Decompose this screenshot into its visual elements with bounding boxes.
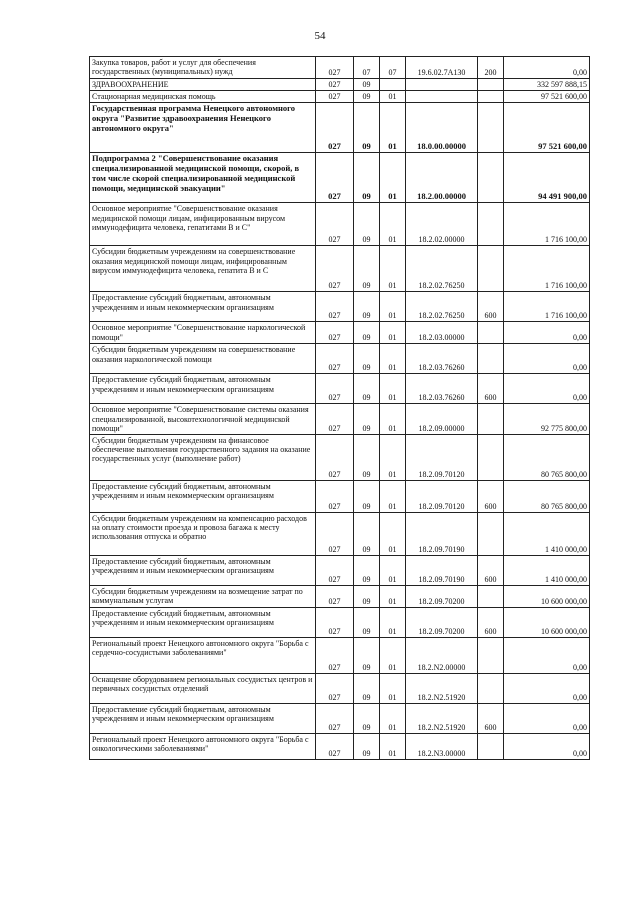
cell-amount: 1 716 100,00 — [504, 246, 590, 292]
cell-section: 09 — [354, 79, 380, 91]
cell-name: Основное мероприятие "Совершенствование оказания медицинской помощи лицам, инфицированным вирусом иммунодефицита человека, гепатитами В и С" — [90, 203, 316, 246]
cell-subsection: 01 — [380, 703, 406, 733]
cell-section: 09 — [354, 91, 380, 103]
cell-target — [406, 91, 478, 103]
cell-subsection: 01 — [380, 512, 406, 555]
cell-target: 18.2.00.00000 — [406, 153, 478, 203]
budget-table-body — [90, 57, 590, 760]
cell-section: 09 — [354, 404, 380, 435]
cell-type — [478, 322, 504, 344]
cell-amount: 1 716 100,00 — [504, 203, 590, 246]
cell-section: 09 — [354, 103, 380, 153]
cell-type — [478, 203, 504, 246]
cell-section: 09 — [354, 555, 380, 585]
cell-target: 18.2.09.70190 — [406, 512, 478, 555]
table-row — [90, 733, 590, 759]
cell-admin: 027 — [316, 733, 354, 759]
cell-amount: 1 410 000,00 — [504, 555, 590, 585]
cell-admin: 027 — [316, 79, 354, 91]
cell-name: Государственная программа Ненецкого автономного округа "Развитие здравоохранения Ненецкого автономного округа" — [90, 103, 316, 153]
cell-section: 09 — [354, 153, 380, 203]
table-row — [90, 344, 590, 374]
table-row — [90, 91, 590, 103]
table-row — [90, 703, 590, 733]
cell-admin: 027 — [316, 512, 354, 555]
cell-name: Подпрограмма 2 "Совершенствование оказания специализированной медицинской помощи, скорой, в том числе скорой специализированной медицинской помощи, медицинской эвакуации" — [90, 153, 316, 203]
cell-amount: 97 521 600,00 — [504, 103, 590, 153]
cell-admin: 027 — [316, 344, 354, 374]
cell-admin: 027 — [316, 153, 354, 203]
cell-target: 18.2.02.76250 — [406, 246, 478, 292]
table-row — [90, 153, 590, 203]
cell-target: 18.2.03.76260 — [406, 344, 478, 374]
cell-name: Субсидии бюджетным учреждениям на совершенствование оказания наркологической помощи — [90, 344, 316, 374]
cell-name: Основное мероприятие "Совершенствование системы оказания специализированной, высокотехнологичной медицинской помощи" — [90, 404, 316, 435]
cell-name: Предоставление субсидий бюджетным, автономным учреждениям и иным некоммерческим организациям — [90, 703, 316, 733]
cell-target: 19.6.02.7А130 — [406, 57, 478, 79]
budget-table — [89, 56, 590, 760]
cell-subsection: 01 — [380, 480, 406, 512]
cell-target: 18.2.02.00000 — [406, 203, 478, 246]
cell-type — [478, 404, 504, 435]
table-row — [90, 79, 590, 91]
cell-section: 09 — [354, 637, 380, 673]
cell-amount: 0,00 — [504, 344, 590, 374]
cell-section: 09 — [354, 203, 380, 246]
cell-admin: 027 — [316, 703, 354, 733]
cell-target: 18.2.09.00000 — [406, 404, 478, 435]
cell-section: 09 — [354, 344, 380, 374]
cell-section: 09 — [354, 733, 380, 759]
cell-amount: 10 600 000,00 — [504, 607, 590, 637]
cell-subsection: 01 — [380, 103, 406, 153]
cell-target: 18.2.N3.00000 — [406, 733, 478, 759]
cell-subsection: 01 — [380, 607, 406, 637]
cell-section: 07 — [354, 57, 380, 79]
cell-admin: 027 — [316, 637, 354, 673]
cell-name: ЗДРАВООХРАНЕНИЕ — [90, 79, 316, 91]
table-row — [90, 480, 590, 512]
cell-amount: 94 491 900,00 — [504, 153, 590, 203]
cell-admin: 027 — [316, 246, 354, 292]
cell-target: 18.2.09.70120 — [406, 434, 478, 480]
cell-target: 18.2.09.70120 — [406, 480, 478, 512]
cell-name: Региональный проект Ненецкого автономного округа "Борьба с сердечно-сосудистыми заболеваниями" — [90, 637, 316, 673]
cell-amount: 0,00 — [504, 322, 590, 344]
cell-admin: 027 — [316, 322, 354, 344]
table-row — [90, 434, 590, 480]
cell-type: 600 — [478, 374, 504, 404]
cell-section: 09 — [354, 292, 380, 322]
cell-subsection: 01 — [380, 555, 406, 585]
page-number: 54 — [314, 30, 326, 42]
cell-name: Основное мероприятие "Совершенствование наркологической помощи" — [90, 322, 316, 344]
cell-type: 200 — [478, 57, 504, 79]
cell-subsection: 01 — [380, 292, 406, 322]
cell-section: 09 — [354, 673, 380, 703]
cell-admin: 027 — [316, 57, 354, 79]
cell-type — [478, 733, 504, 759]
cell-amount: 10 600 000,00 — [504, 585, 590, 607]
cell-type — [478, 637, 504, 673]
table-row — [90, 637, 590, 673]
cell-type — [478, 103, 504, 153]
cell-name: Предоставление субсидий бюджетным, автономным учреждениям и иным некоммерческим организациям — [90, 555, 316, 585]
cell-section: 09 — [354, 322, 380, 344]
cell-amount: 92 775 800,00 — [504, 404, 590, 435]
table-row — [90, 246, 590, 292]
table-row — [90, 57, 590, 79]
cell-admin: 027 — [316, 404, 354, 435]
cell-type — [478, 153, 504, 203]
cell-type — [478, 344, 504, 374]
table-row — [90, 103, 590, 153]
cell-amount: 97 521 600,00 — [504, 91, 590, 103]
cell-admin: 027 — [316, 434, 354, 480]
cell-admin: 027 — [316, 292, 354, 322]
cell-type — [478, 585, 504, 607]
cell-subsection: 01 — [380, 585, 406, 607]
cell-section: 09 — [354, 480, 380, 512]
cell-target: 18.2.03.00000 — [406, 322, 478, 344]
cell-amount: 0,00 — [504, 374, 590, 404]
cell-type — [478, 79, 504, 91]
cell-target: 18.2.N2.00000 — [406, 637, 478, 673]
cell-type — [478, 512, 504, 555]
cell-subsection: 01 — [380, 404, 406, 435]
cell-admin: 027 — [316, 480, 354, 512]
table-row — [90, 585, 590, 607]
cell-target: 18.2.N2.51920 — [406, 703, 478, 733]
cell-amount: 0,00 — [504, 673, 590, 703]
cell-admin: 027 — [316, 585, 354, 607]
cell-name: Субсидии бюджетным учреждениям на компенсацию расходов на оплату стоимости проезда и провоза багажа к месту использования отпуска и обратно — [90, 512, 316, 555]
cell-amount: 0,00 — [504, 637, 590, 673]
cell-target: 18.2.09.70190 — [406, 555, 478, 585]
cell-subsection: 01 — [380, 673, 406, 703]
cell-amount: 1 716 100,00 — [504, 292, 590, 322]
table-row — [90, 203, 590, 246]
cell-amount: 332 597 888,15 — [504, 79, 590, 91]
cell-type — [478, 434, 504, 480]
table-row — [90, 607, 590, 637]
cell-section: 09 — [354, 703, 380, 733]
cell-target: 18.0.00.00000 — [406, 103, 478, 153]
cell-admin: 027 — [316, 607, 354, 637]
cell-subsection: 01 — [380, 637, 406, 673]
cell-type: 600 — [478, 703, 504, 733]
cell-name: Предоставление субсидий бюджетным, автономным учреждениям и иным некоммерческим организациям — [90, 292, 316, 322]
table-row — [90, 673, 590, 703]
cell-subsection: 01 — [380, 246, 406, 292]
cell-name: Субсидии бюджетным учреждениям на финансовое обеспечение выполнения государственного задания на оказание государственных услуг (выполнение работ) — [90, 434, 316, 480]
cell-subsection: 01 — [380, 153, 406, 203]
cell-target: 18.2.N2.51920 — [406, 673, 478, 703]
cell-section: 09 — [354, 434, 380, 480]
cell-name: Оснащение оборудованием региональных сосудистых центров и первичных сосудистых отделений — [90, 673, 316, 703]
cell-name: Предоставление субсидий бюджетным, автономным учреждениям и иным некоммерческим организациям — [90, 607, 316, 637]
cell-section: 09 — [354, 512, 380, 555]
cell-section: 09 — [354, 246, 380, 292]
cell-subsection: 01 — [380, 91, 406, 103]
cell-name: Предоставление субсидий бюджетным, автономным учреждениям и иным некоммерческим организациям — [90, 374, 316, 404]
cell-type — [478, 246, 504, 292]
cell-section: 09 — [354, 607, 380, 637]
cell-subsection: 01 — [380, 322, 406, 344]
cell-name: Предоставление субсидий бюджетным, автономным учреждениям и иным некоммерческим организациям — [90, 480, 316, 512]
cell-admin: 027 — [316, 374, 354, 404]
cell-amount: 80 765 800,00 — [504, 434, 590, 480]
cell-type — [478, 91, 504, 103]
cell-target: 18.2.09.70200 — [406, 585, 478, 607]
cell-subsection — [380, 79, 406, 91]
cell-subsection: 01 — [380, 733, 406, 759]
cell-target: 18.2.03.76260 — [406, 374, 478, 404]
cell-type: 600 — [478, 480, 504, 512]
cell-name: Региональный проект Ненецкого автономного округа "Борьба с онкологическими заболеваниями" — [90, 733, 316, 759]
cell-admin: 027 — [316, 555, 354, 585]
cell-subsection: 01 — [380, 203, 406, 246]
cell-target — [406, 79, 478, 91]
cell-name: Стационарная медицинская помощь — [90, 91, 316, 103]
cell-type: 600 — [478, 292, 504, 322]
cell-section: 09 — [354, 374, 380, 404]
cell-admin: 027 — [316, 673, 354, 703]
cell-amount: 0,00 — [504, 733, 590, 759]
cell-target: 18.2.09.70200 — [406, 607, 478, 637]
cell-name: Субсидии бюджетным учреждениям на совершенствование оказания медицинской помощи лицам, инфицированным вирусом иммунодефицита человека, гепатита В и С — [90, 246, 316, 292]
cell-type — [478, 673, 504, 703]
cell-admin: 027 — [316, 103, 354, 153]
cell-type: 600 — [478, 607, 504, 637]
cell-section: 09 — [354, 585, 380, 607]
table-row — [90, 512, 590, 555]
table-row — [90, 322, 590, 344]
cell-admin: 027 — [316, 203, 354, 246]
cell-subsection: 01 — [380, 374, 406, 404]
cell-target: 18.2.02.76250 — [406, 292, 478, 322]
cell-subsection: 01 — [380, 434, 406, 480]
table-row — [90, 555, 590, 585]
cell-subsection: 01 — [380, 344, 406, 374]
cell-subsection: 07 — [380, 57, 406, 79]
cell-amount: 0,00 — [504, 57, 590, 79]
table-row — [90, 292, 590, 322]
cell-name: Субсидии бюджетным учреждениям на возмещение затрат по коммунальным услугам — [90, 585, 316, 607]
table-row — [90, 404, 590, 435]
cell-amount: 80 765 800,00 — [504, 480, 590, 512]
cell-type: 600 — [478, 555, 504, 585]
table-row — [90, 374, 590, 404]
cell-amount: 0,00 — [504, 703, 590, 733]
cell-admin: 027 — [316, 91, 354, 103]
cell-name: Закупка товаров, работ и услуг для обеспечения государственных (муниципальных) нужд — [90, 57, 316, 79]
cell-amount: 1 410 000,00 — [504, 512, 590, 555]
